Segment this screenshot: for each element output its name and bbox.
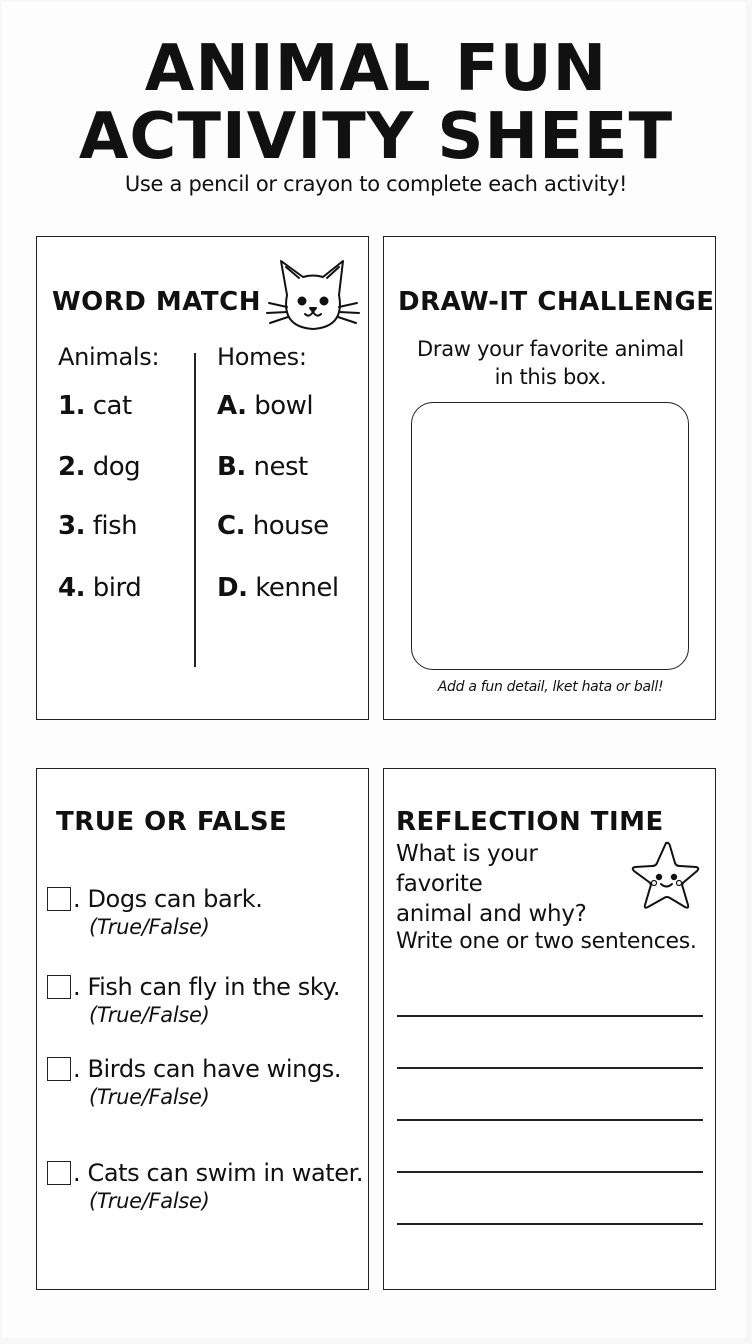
tf-question: . Birds can have wings. (True/False) bbox=[47, 1055, 341, 1109]
draw-note: Add a fun detail, lket hata or ball! bbox=[437, 679, 664, 695]
animal-item: 3. fish bbox=[58, 511, 138, 541]
home-item: C. house bbox=[217, 511, 329, 541]
page-title-line-1: ANIMAL FUN bbox=[144, 32, 608, 106]
writing-line[interactable] bbox=[397, 1223, 703, 1225]
writing-line[interactable] bbox=[397, 1067, 703, 1069]
page-title-line-2: ACTIVITY SHEET bbox=[78, 100, 674, 174]
answer-checkbox[interactable] bbox=[47, 887, 71, 911]
writing-line[interactable] bbox=[397, 1015, 703, 1017]
tf-question: . Fish can fly in the sky. (True/False) bbox=[47, 973, 340, 1027]
animal-item: 2. dog bbox=[58, 452, 141, 482]
reflection-question: What is your favorite animal and why? bbox=[396, 841, 587, 927]
smiling-star-icon bbox=[626, 839, 702, 913]
true-false-panel bbox=[36, 768, 369, 1290]
draw-instruction: Draw your favorite animal in this box. bbox=[417, 337, 684, 389]
writing-line[interactable] bbox=[397, 1171, 703, 1173]
animal-item: 1. cat bbox=[58, 391, 132, 421]
word-match-panel bbox=[36, 236, 369, 720]
home-item: A. bowl bbox=[217, 391, 314, 421]
true-false-title: TRUE OR FALSE bbox=[56, 807, 288, 837]
answer-checkbox[interactable] bbox=[47, 1161, 71, 1185]
homes-label: Homes: bbox=[217, 343, 307, 371]
home-item: B. nest bbox=[217, 452, 308, 482]
answer-checkbox[interactable] bbox=[47, 1057, 71, 1081]
draw-it-panel bbox=[383, 236, 716, 720]
tf-question: . Cats can swim in water. (True/False) bbox=[47, 1159, 363, 1213]
answer-checkbox[interactable] bbox=[47, 975, 71, 999]
draw-it-title: DRAW-IT CHALLENGE bbox=[398, 287, 715, 317]
home-item: D. kennel bbox=[217, 573, 339, 603]
word-match-title: WORD MATCH bbox=[52, 287, 261, 317]
animals-label: Animals: bbox=[58, 343, 160, 371]
column-divider bbox=[194, 353, 196, 667]
writing-line[interactable] bbox=[397, 1119, 703, 1121]
cat-face-icon bbox=[265, 255, 361, 339]
reflection-title: REFLECTION TIME bbox=[396, 807, 664, 837]
reflection-panel bbox=[383, 768, 716, 1290]
tf-question: . Dogs can bark. (True/False) bbox=[47, 885, 262, 939]
animal-item: 4. bird bbox=[58, 573, 142, 603]
drawing-area[interactable] bbox=[411, 402, 689, 670]
reflection-instruction: Write one or two sentences. bbox=[396, 929, 697, 954]
page-subtitle: Use a pencil or crayon to complete each activity! bbox=[124, 172, 628, 196]
